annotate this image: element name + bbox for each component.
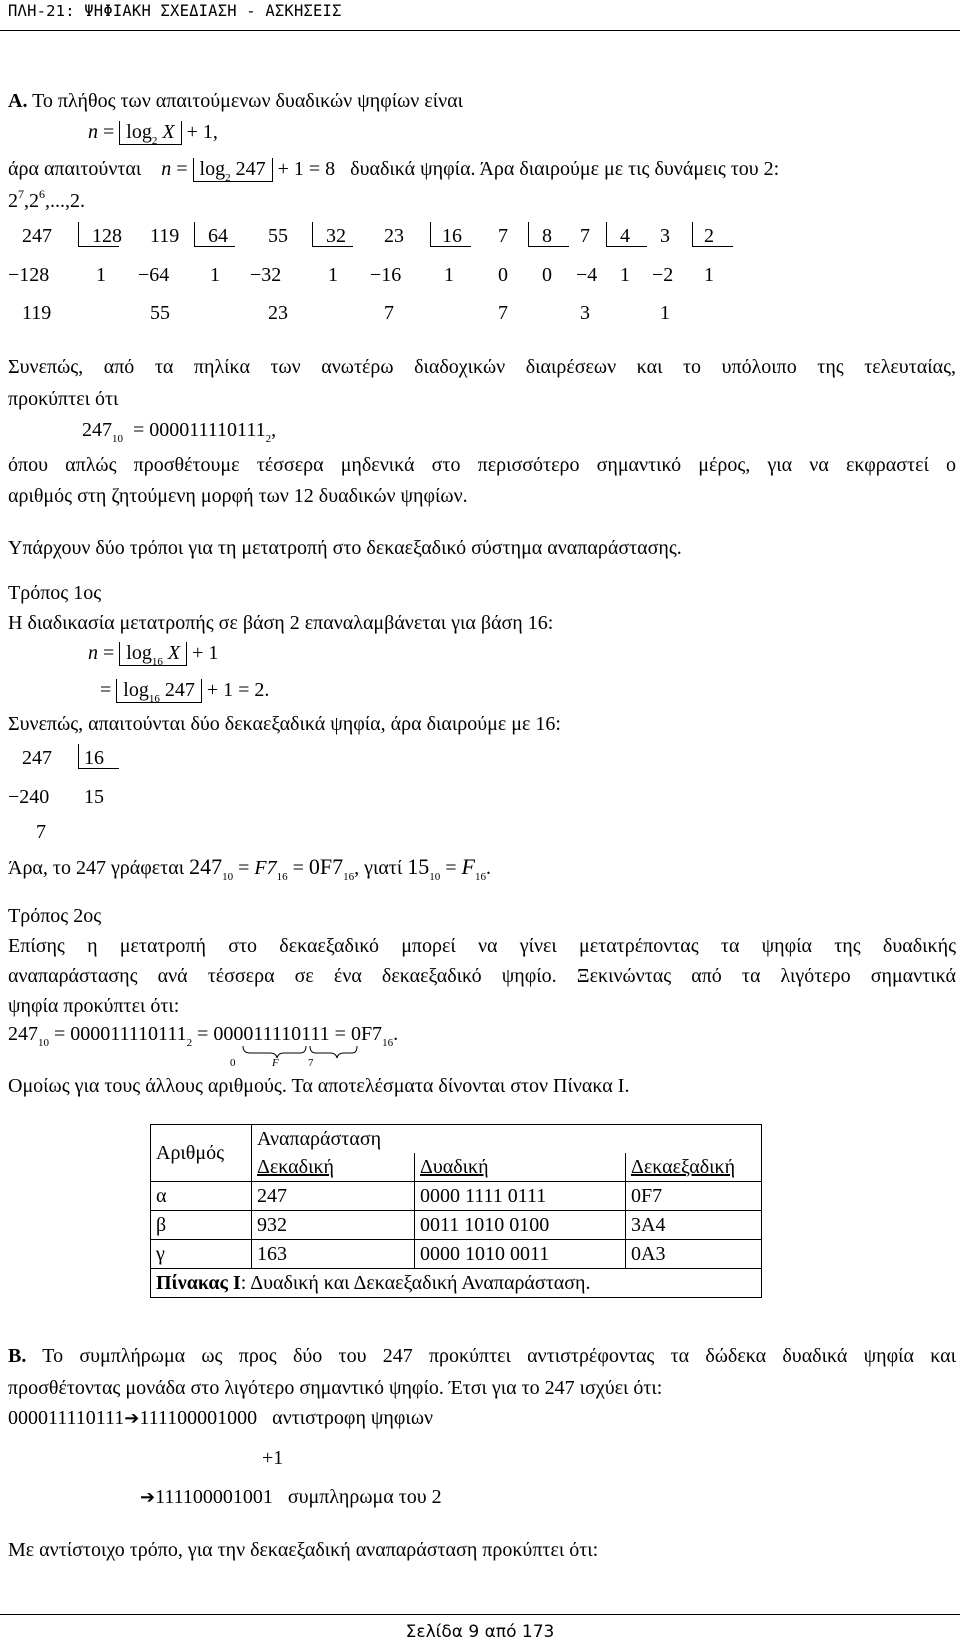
value: 15 <box>407 854 430 879</box>
hex-div-divisor: 16 <box>84 747 104 769</box>
eq-sign: = <box>133 419 145 441</box>
division-number: 7 <box>498 302 508 324</box>
cell-hex: 0A3 <box>626 1240 762 1269</box>
division-number: 7 <box>580 225 590 247</box>
base: 2 <box>29 190 39 212</box>
log: log <box>199 158 226 180</box>
division-number: 16 <box>442 225 462 247</box>
text-post: δυαδικά ψηφία. Άρα διαιρούμε με τις δυνάμεις του 2: <box>350 158 780 180</box>
division-number: 2 <box>704 225 714 247</box>
var-n: n <box>88 121 98 143</box>
division-number: 23 <box>384 225 404 247</box>
para1-line2: προκύπτει ότι <box>8 388 119 410</box>
period: . <box>393 1023 399 1045</box>
section-a-label: Α. <box>8 90 28 112</box>
division-number: 64 <box>208 225 228 247</box>
division-number: 23 <box>268 302 288 324</box>
way1-conclusion <box>8 854 491 883</box>
way1-title: Τρόπος 1ος <box>8 582 102 604</box>
caption-bold: Πίνακας Ι <box>156 1271 241 1294</box>
eq-sign: = <box>238 857 250 879</box>
caption-rest: : Δυαδική και Δεκαεξαδική Αναπαράσταση. <box>240 1271 591 1294</box>
cell-dec: 247 <box>252 1182 415 1211</box>
hex-div-remainder: 7 <box>36 821 46 843</box>
division-number: 8 <box>542 225 552 247</box>
division-number: 119 <box>22 302 52 324</box>
group: 1111 <box>253 1023 292 1045</box>
text: Το συμπλήρωμα ως προς δύο του 247 προκύπτει αντιστρέφοντας τα δώδεκα δυαδικά ψηφία και <box>42 1345 956 1367</box>
floor-bracket <box>116 679 202 703</box>
rest: + 1 = 8 <box>277 158 336 180</box>
brace-label-7: 7 <box>308 1057 314 1069</box>
division-number: 1 <box>660 302 670 324</box>
var-x: X <box>167 642 181 664</box>
eq-sign: = <box>100 679 112 701</box>
cell-bin: 0000 1010 0011 <box>415 1240 626 1269</box>
floor-bracket <box>193 158 273 182</box>
division-number: 7 <box>498 225 508 247</box>
comma: , <box>271 419 277 441</box>
var-n: n <box>88 642 98 664</box>
section-b-last: Με αντίστοιχο τρόπο, για την δεκαεξαδική αναπαράσταση προκύπτει ότι: <box>8 1539 599 1561</box>
value: 111100001001 <box>155 1486 273 1508</box>
exp: 6 <box>39 187 45 201</box>
subscript: 2 <box>186 1037 193 1049</box>
hex-div-sub: −240 <box>8 786 50 808</box>
subheader-binary: Δυαδική <box>415 1153 626 1182</box>
eq-sign: = <box>103 121 115 143</box>
rest: + 1 = 2. <box>206 679 270 701</box>
section-b-line1 <box>8 1346 956 1366</box>
log-base: 16 <box>151 656 163 668</box>
value: 111100001000 <box>139 1407 258 1429</box>
results-table <box>150 1124 762 1298</box>
subheader-hex: Δεκαεξαδική <box>626 1153 762 1182</box>
formula-log16-247 <box>100 679 270 705</box>
arrow-icon: ➔ <box>124 1408 140 1428</box>
division-number: 0 <box>498 264 508 286</box>
division-number: −32 <box>250 264 282 286</box>
way1-text: Η διαδικασία μετατροπής σε βάση 2 επαναλαμβάνεται για βάση 16: <box>8 612 554 634</box>
powers-of-two: $2^7,2^6,...,2$. <box>8 187 85 212</box>
para2-line1: όπου απλώς προσθέτουμε τέσσερα μηδενικά στο περισσότερο σημαντικό μέρος, για να εκφραστεί ο <box>8 454 956 476</box>
section-b-line2: προσθέτοντας μονάδα στο λιγότερο σημαντικό ψηφίο. Έτσι για το 247 ισχύει ότι: <box>8 1377 663 1399</box>
brace-label-f: F <box>272 1057 279 1069</box>
log: log <box>126 642 152 664</box>
eq-sign: = <box>197 1023 209 1045</box>
division-number: 119 <box>150 225 180 247</box>
section-b-label: Β. <box>8 1345 27 1367</box>
division-number: 1 <box>444 264 454 286</box>
division-number: 4 <box>620 225 630 247</box>
log-base: 16 <box>148 693 160 705</box>
eq-sign: = <box>54 1023 66 1045</box>
cell-name: γ <box>151 1240 252 1269</box>
eq-sign: = <box>445 857 457 879</box>
brace-label-0: 0 <box>230 1057 236 1069</box>
plus-one: + 1 <box>192 642 219 664</box>
eq-sign: = <box>334 1023 346 1045</box>
division-number: −64 <box>138 264 170 286</box>
log-base: 2 <box>151 135 158 147</box>
period: . <box>485 857 491 879</box>
note: συμπληρωμα του 2 <box>287 1486 442 1508</box>
group: 0000 <box>213 1023 254 1045</box>
subheader-decimal: Δεκαδική <box>252 1153 415 1182</box>
division-number: −128 <box>8 264 50 286</box>
eq-sign: = <box>176 158 188 180</box>
division-number: −4 <box>576 264 598 286</box>
value: 000011110111 <box>70 1023 187 1045</box>
hex-div-dividend: 247 <box>22 747 52 769</box>
value: 000011110111 <box>149 419 266 441</box>
grouped-digits <box>213 1023 329 1045</box>
line-bits-required <box>8 158 780 184</box>
cell-name: β <box>151 1211 252 1240</box>
var-x: X <box>162 121 175 143</box>
division-number: 1 <box>210 264 220 286</box>
plus-one: + 1, <box>186 121 218 143</box>
formula-n-log16 <box>88 642 219 668</box>
way2-title: Τρόπος 2ος <box>8 905 102 927</box>
tail: ,...,2. <box>45 190 85 212</box>
intro-text: Το πλήθος των απαιτούμενων δυαδικών ψηφίων είναι <box>32 90 464 112</box>
cell-dec: 163 <box>252 1240 415 1269</box>
footer-rule <box>0 1614 960 1615</box>
cell-name: α <box>151 1182 252 1211</box>
log-base: 2 <box>225 172 231 184</box>
log: log <box>123 679 149 701</box>
subscript: 10 <box>222 871 234 883</box>
value: 247 <box>82 419 112 441</box>
subscript: 16 <box>343 871 355 883</box>
text: , γιατί <box>354 857 403 879</box>
division-number: 1 <box>704 264 714 286</box>
step-complement <box>140 1487 442 1507</box>
division-number: −16 <box>370 264 402 286</box>
log-arg: 247 <box>235 158 266 180</box>
header-number: Αριθμός <box>151 1125 252 1182</box>
table-caption <box>151 1269 762 1298</box>
eq-sign: = <box>292 857 304 879</box>
var-n: n <box>161 158 172 180</box>
way2-equation <box>8 1023 399 1049</box>
text: Άρα, το 247 γράφεται <box>8 857 185 879</box>
value: F <box>461 854 475 879</box>
two-ways-text: Υπάρχουν δύο τρόποι για τη μετατροπή στο δεκαεξαδικό σύστημα αναπαράστασης. <box>8 537 682 559</box>
division-number: 55 <box>150 302 170 324</box>
para1-line1: Συνεπώς, από τα πηλίκα των ανωτέρω διαδοχικών διαιρέσεων και το υπόλοιπο της τελευταίας, <box>8 356 956 378</box>
division-number: 1 <box>620 264 630 286</box>
table-row <box>151 1211 762 1240</box>
division-number: 7 <box>384 302 394 324</box>
eq-sign: = <box>103 642 115 664</box>
subscript: 16 <box>474 871 486 883</box>
header-rule <box>0 30 960 31</box>
division-number: 1 <box>328 264 338 286</box>
value: F7 <box>254 857 277 879</box>
cell-bin: 0000 1111 0111 <box>415 1182 626 1211</box>
subscript: 16 <box>382 1037 394 1049</box>
plus-one: +1 <box>262 1447 284 1469</box>
division-number: 55 <box>268 225 288 247</box>
cell-dec: 932 <box>252 1211 415 1240</box>
division-number: −2 <box>652 264 674 286</box>
page-header: ΠΛΗ-21: ΨΗΦΙΑΚΗ ΣΧΕΔΙΑΣΗ - ΑΣΚΗΣΕΙΣ <box>8 2 342 20</box>
subscript: 16 <box>276 871 288 883</box>
value: 0F7 <box>308 854 344 879</box>
step-invert <box>8 1408 433 1428</box>
way2-line1: Επίσης η μετατροπή στο δεκαεξαδικό μπορεί να γίνει μετατρέποντας τα ψηφία της δυαδικής <box>8 935 956 957</box>
subscript: 10 <box>38 1037 49 1049</box>
group: 0111 <box>291 1023 330 1045</box>
division-number: 1 <box>96 264 106 286</box>
value: 247 <box>8 1023 38 1045</box>
value: 000011110111 <box>8 1407 125 1429</box>
division-number: 247 <box>22 225 52 247</box>
table-row <box>151 1182 762 1211</box>
note: αντιστροφη ψηφιων <box>272 1407 434 1429</box>
subscript: 2 <box>265 433 272 445</box>
section-a-intro <box>8 91 463 111</box>
similarly-text: Ομοίως για τους άλλους αριθμούς. Τα αποτελέσματα δίνονται στον Πίνακα Ι. <box>8 1075 630 1097</box>
subscript: 10 <box>429 871 441 883</box>
cell-hex: 0F7 <box>626 1182 762 1211</box>
log-arg: 247 <box>164 679 195 701</box>
division-number: 32 <box>326 225 346 247</box>
way2-line3: ψηφία προκύπτει ότι: <box>8 995 180 1017</box>
value: 0F7 <box>350 1023 383 1045</box>
division-number: 0 <box>542 264 552 286</box>
division-number: 3 <box>660 225 670 247</box>
table-row <box>151 1240 762 1269</box>
header-representation: Αναπαράσταση <box>252 1125 762 1154</box>
formula-n-log2 <box>88 121 218 147</box>
arrow-icon: ➔ <box>140 1487 156 1507</box>
subscript: 10 <box>112 433 123 445</box>
text-pre: άρα απαιτούνται <box>8 158 142 180</box>
log: log <box>126 121 152 143</box>
division-number: 128 <box>92 225 122 247</box>
exp: 7 <box>18 187 24 201</box>
page-footer: Σελίδα 9 από 173 <box>405 1622 555 1642</box>
floor-bracket <box>119 121 181 145</box>
floor-bracket <box>119 642 187 666</box>
way1-text2: Συνεπώς, απαιτούνται δύο δεκαεξαδικά ψηφία, άρα διαιρούμε με 16: <box>8 713 561 735</box>
value: 247 <box>189 854 223 879</box>
hex-div-quotient: 15 <box>84 786 104 808</box>
result-binary <box>82 419 277 445</box>
division-number: 3 <box>580 302 590 324</box>
way2-line2: αναπαράστασης ανά τέσσερα σε ένα δεκαεξαδικό ψηφίο. Ξεκινώντας από τα λιγότερο σημαντικά <box>8 965 956 987</box>
para2-line2: αριθμός στη ζητούμενη μορφή των 12 δυαδικών ψηφίων. <box>8 485 468 507</box>
cell-hex: 3A4 <box>626 1211 762 1240</box>
base: 2 <box>8 190 18 212</box>
cell-bin: 0011 1010 0100 <box>415 1211 626 1240</box>
